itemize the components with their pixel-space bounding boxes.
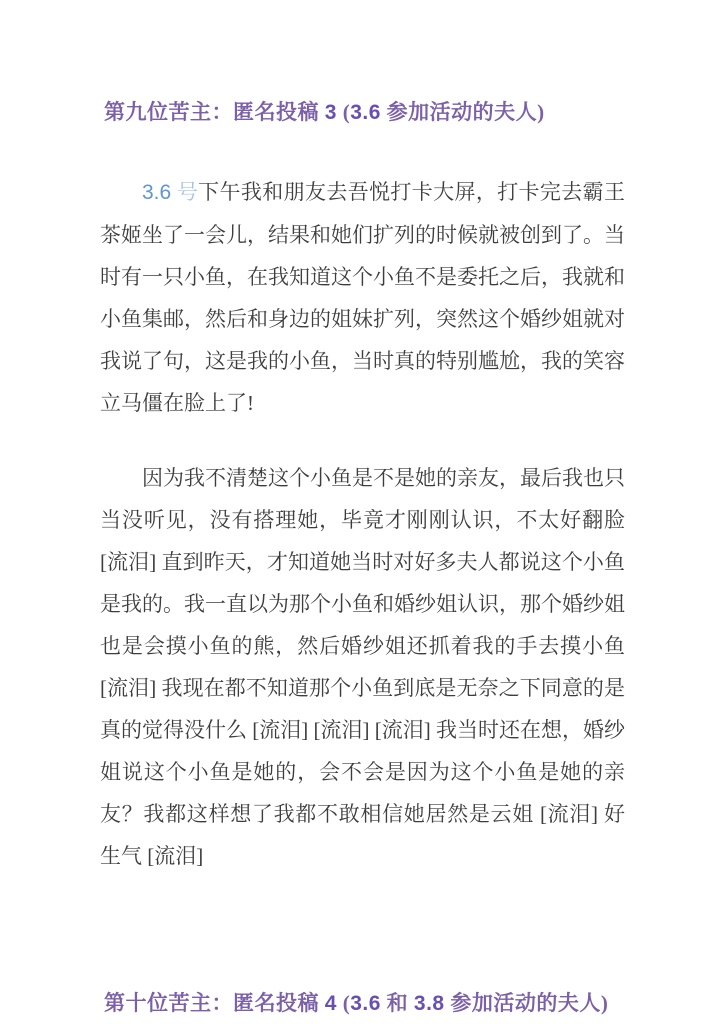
story-paragraph-2: 因为我不清楚这个小鱼是不是她的亲友，最后我也只当没听见，没有搭理她，毕竟才刚刚认识，不太好翻脸 [流泪] 直到昨天，才知道她当时对好多夫人都说这个小鱼是我的。我一直以为那个小鱼和婚纱姐认识，那个婚纱姐也是会摸小鱼的熊，然后婚纱姐还抓着我的手去摸小鱼 [流泪] 我现在都不知道那个小鱼到底是无奈之下同意的是真的觉得没什么 [流泪] [流泪] [流泪] 我当时还在想，婚纱姐说这个小鱼是她的，会不会是因为这个小鱼是她的亲友？我都这样想了我都不敢相信她居然是云姐 [流泪] 好生气 [流泪] (100, 466, 625, 868)
heading-tenth-date1: 3.6 (350, 992, 381, 1015)
heading-ninth-number: 3 (324, 101, 337, 124)
heading-tenth-prefix: 第十位苦主：匿名投稿 (104, 991, 325, 1015)
heading-tenth-suffix: 参加活动的夫人) (444, 991, 609, 1015)
heading-tenth-paren: ( (336, 991, 351, 1015)
heading-tenth-and: 和 (380, 991, 414, 1015)
story-paragraph-1 (100, 171, 625, 424)
section-heading-ninth (104, 98, 625, 127)
story-paragraph-1-text: 下午我和朋友去吾悦打卡大屏，打卡完去霸王茶姬坐了一会儿，结果和她们扩列的时候就被创到了。当时有一只小鱼，在我知道这个小鱼不是委托之后，我就和小鱼集邮，然后和身边的姐妹扩列，突然这个婚纱姐就对我说了句，这是我的小鱼，当时真的特别尴尬，我的笑容立马僵在脸上了! (100, 180, 625, 415)
heading-tenth-date2: 3.8 (413, 992, 445, 1015)
heading-ninth-prefix: 第九位苦主：匿名投稿 (104, 100, 325, 124)
date-unit-highlight: 号 (171, 180, 199, 204)
heading-ninth-date: 3.6 (350, 101, 381, 124)
date-highlight: 3.6 (142, 181, 172, 204)
heading-ninth-paren: ( (336, 100, 351, 124)
section-heading-tenth (104, 989, 625, 1018)
heading-tenth-number: 4 (324, 992, 337, 1015)
heading-ninth-suffix: 参加活动的夫人) (380, 100, 545, 124)
